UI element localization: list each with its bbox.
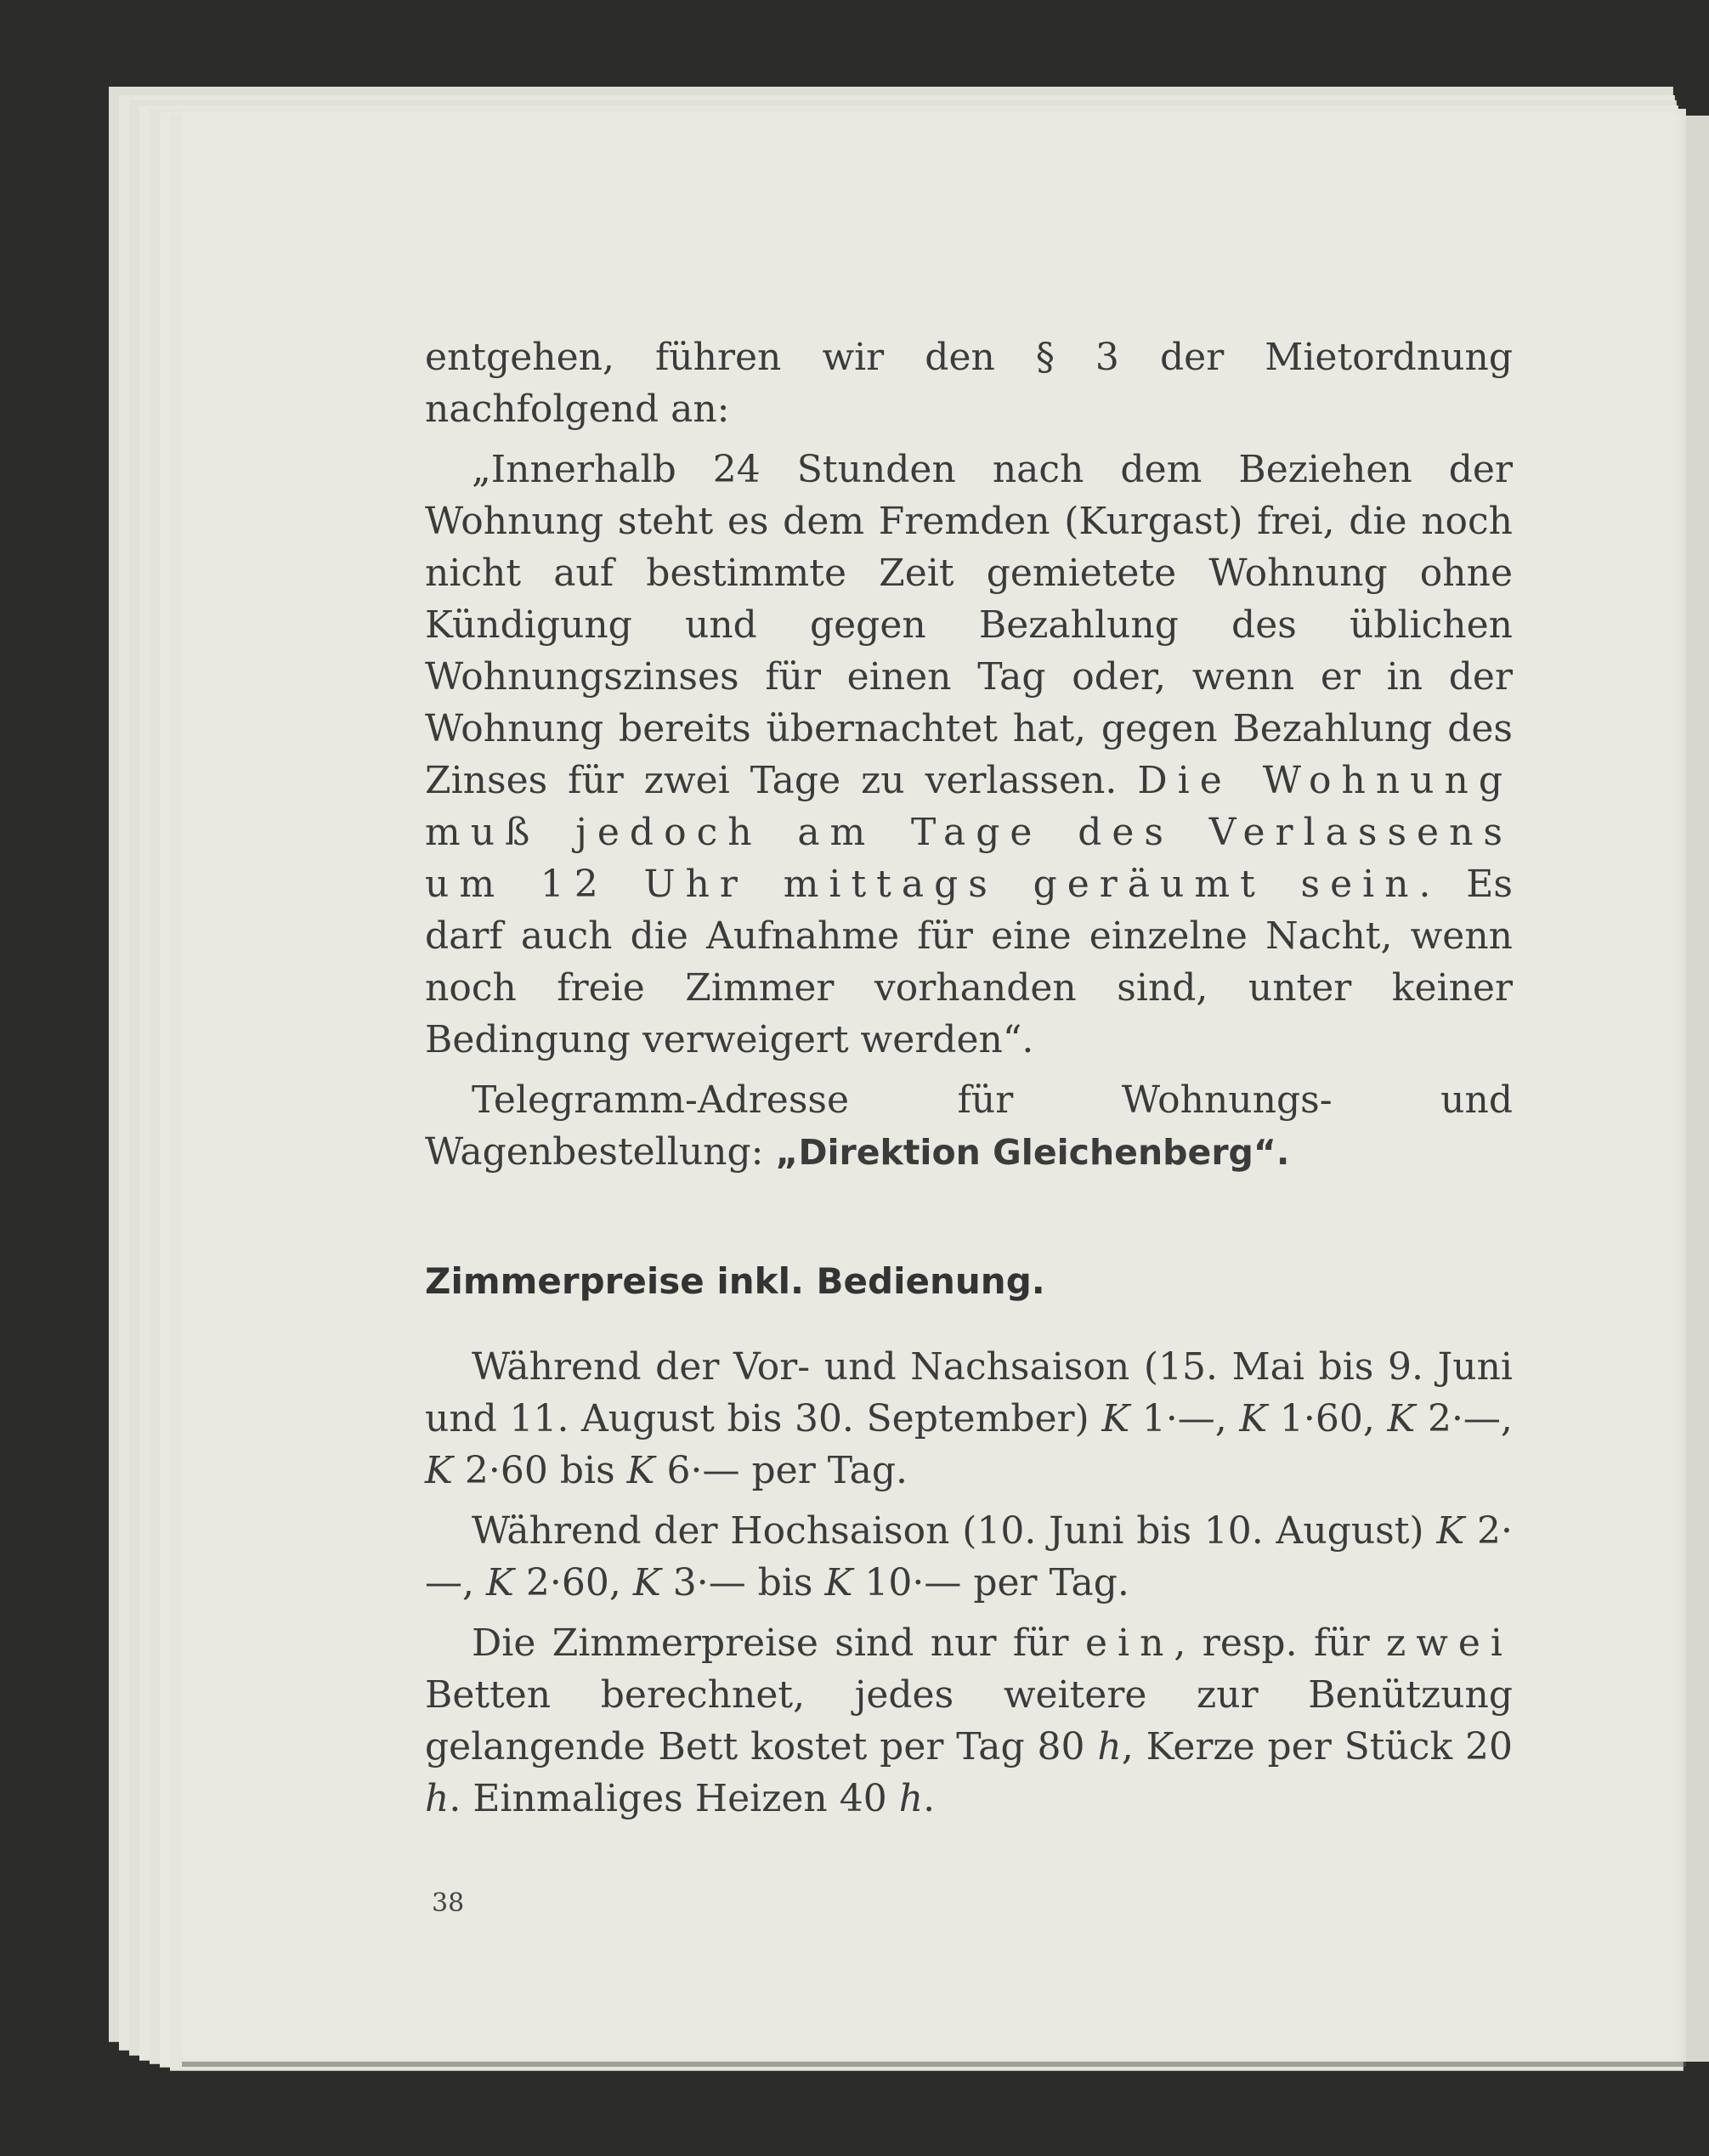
spaced-text: ein <box>1084 1621 1174 1665</box>
price: 2·—, <box>425 1509 1513 1604</box>
spaced-text: zwei <box>1386 1621 1513 1665</box>
paragraph-text: entgehen, führen wir den § 3 der Mietordnung nachfolgend an: <box>425 336 1513 431</box>
price: 3·— bis <box>672 1561 813 1604</box>
page-shadow <box>182 2062 1686 2067</box>
paragraph-beds <box>425 1617 1513 1825</box>
paragraph-preseason <box>425 1341 1513 1497</box>
paragraph-text: . Einmaliges Heizen 40 <box>449 1777 887 1820</box>
paragraph-text: . <box>923 1777 936 1820</box>
page-body <box>425 331 1513 1833</box>
price: 1·60, <box>1279 1397 1375 1440</box>
paragraph-highseason <box>425 1505 1513 1609</box>
paragraph-intro <box>425 331 1513 435</box>
currency-symbol: K <box>1101 1397 1130 1440</box>
telegram-address: „Direktion Gleichenberg“. <box>775 1132 1290 1173</box>
paragraph-quote <box>425 444 1513 1066</box>
paragraph-text: Es darf auch die Aufnahme für eine einzelne Nacht, wenn noch freie Zimmer vorhanden sind, unter keiner Bedingung verweigert werden“. <box>425 863 1513 1061</box>
currency-symbol: K <box>425 1449 453 1492</box>
currency-symbol: K <box>486 1561 514 1604</box>
unit-symbol: h <box>898 1777 924 1820</box>
spaced-text: Die Wohnung muß jedoch am Tage des Verlassens um 12 Uhr mittags geräumt sein. <box>425 759 1513 906</box>
section-heading: Zimmerpreise inkl. Bedienung. <box>425 1260 1045 1302</box>
currency-symbol: K <box>1239 1397 1268 1440</box>
price: 2·60, <box>525 1561 621 1604</box>
paragraph-text: Betten berechnet, jedes weitere zur Benützung gelangende Bett kostet per Tag 80 <box>425 1673 1513 1768</box>
currency-symbol: K <box>632 1561 661 1604</box>
unit-symbol: h <box>1097 1725 1122 1768</box>
paragraph-text: „Innerhalb 24 Stunden nach dem Beziehen der Wohnung steht es dem Fremden (Kurgast) frei, die noch nicht auf bestimmte Zeit gemietete Wohnung ohne Kündigung und gegen Bezahlung des üblichen Wohnungszinses für einen Tag oder, wenn er in der Wohnung bereits übernachtet hat, gegen Bezahlung des Zinses für zwei Tage zu verlassen. <box>425 448 1513 802</box>
currency-symbol: K <box>1436 1509 1465 1553</box>
currency-symbol: K <box>626 1449 655 1492</box>
price: 2·—, <box>1427 1397 1513 1440</box>
price: 10·— per Tag. <box>864 1561 1129 1604</box>
paragraph-text: Während der Hochsaison (10. Juni bis 10. August) <box>472 1509 1424 1553</box>
paragraph-text: Während der Vor- und Nachsaison (15. Mai bis 9. Juni und 11. August bis 30. September) <box>425 1345 1513 1440</box>
currency-symbol: K <box>824 1561 853 1604</box>
unit-symbol: h <box>425 1777 450 1820</box>
price: 1·—, <box>1141 1397 1227 1440</box>
paragraph-telegram <box>425 1074 1513 1179</box>
price: 2·60 bis <box>464 1449 615 1492</box>
paragraph-text: Die Zimmerpreise sind nur für <box>472 1621 1069 1665</box>
paragraph-text: , resp. für <box>1174 1621 1370 1665</box>
currency-symbol: K <box>1387 1397 1416 1440</box>
page-number: 38 <box>432 1888 465 1918</box>
paragraph-text: Telegramm-Adresse für Wohnungs- und Wagenbestellung: <box>425 1078 1513 1174</box>
price: 6·— per Tag. <box>666 1449 908 1492</box>
paragraph-text: , Kerze per Stück 20 <box>1121 1725 1513 1768</box>
